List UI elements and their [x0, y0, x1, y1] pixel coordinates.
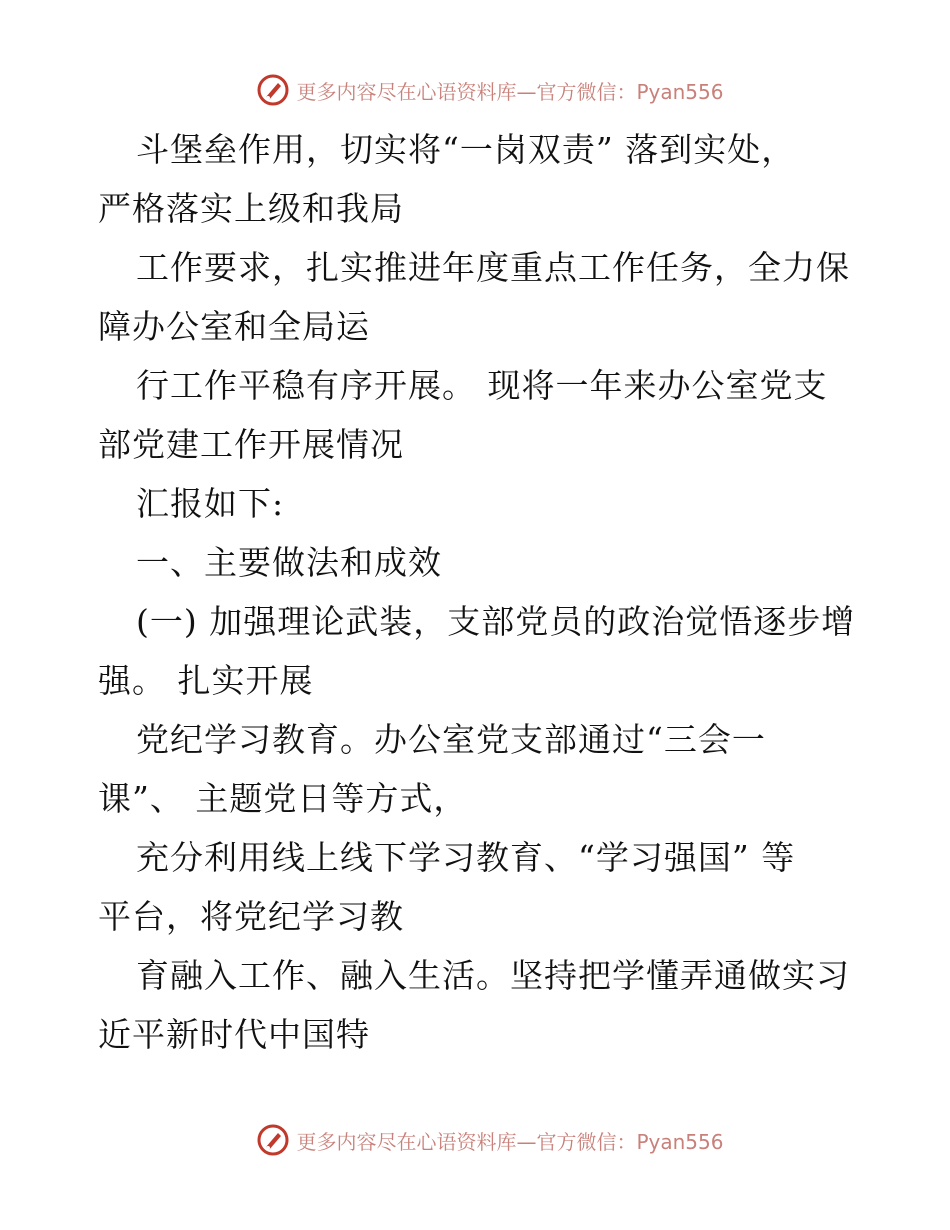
- body-line: 充分利用线上线下学习教育、“学习强国” 等: [136, 838, 796, 877]
- body-line: 工作要求，扎实推进年度重点工作任务，全力保: [136, 248, 850, 287]
- pen-nib-logo-icon: [256, 73, 290, 107]
- body-line: 行工作平稳有序开展。 现将一年来办公室党支: [136, 366, 828, 405]
- body-line: 部党建工作开展情况: [98, 425, 404, 464]
- body-line: 斗堡垒作用，切实将“一岗双责” 落到实处，: [136, 130, 796, 169]
- body-line: 近平新时代中国特: [98, 1015, 370, 1054]
- body-line: 强。 扎实开展: [98, 661, 314, 700]
- header-watermark-banner: [0, 70, 950, 110]
- footer-watermark-banner: [0, 1120, 950, 1160]
- body-line: 障办公室和全局运: [98, 307, 370, 346]
- pen-nib-logo-icon: [256, 1123, 290, 1157]
- body-line: 平台，将党纪学习教: [98, 897, 404, 936]
- footer-watermark-content: [256, 1123, 723, 1157]
- section-heading: 一、主要做法和成效: [136, 543, 442, 582]
- body-line: 课”、 主题党日等方式，: [98, 779, 468, 818]
- header-watermark-content: [256, 73, 723, 107]
- document-body: [98, 120, 858, 1064]
- header-watermark-text: 更多内容尽在心语资料库—官方微信：Pyan556: [296, 79, 724, 104]
- body-line: 严格落实上级和我局: [98, 189, 404, 228]
- body-line: 汇报如下:: [136, 484, 285, 523]
- footer-watermark-text: 更多内容尽在心语资料库—官方微信：Pyan556: [296, 1129, 724, 1154]
- body-line: 党纪学习教育。办公室党支部通过“三会一: [136, 720, 766, 759]
- body-line: 育融入工作、融入生活。坚持把学懂弄通做实习: [136, 956, 850, 995]
- subsection-heading: (一) 加强理论武装，支部党员的政治觉悟逐步增: [136, 602, 856, 641]
